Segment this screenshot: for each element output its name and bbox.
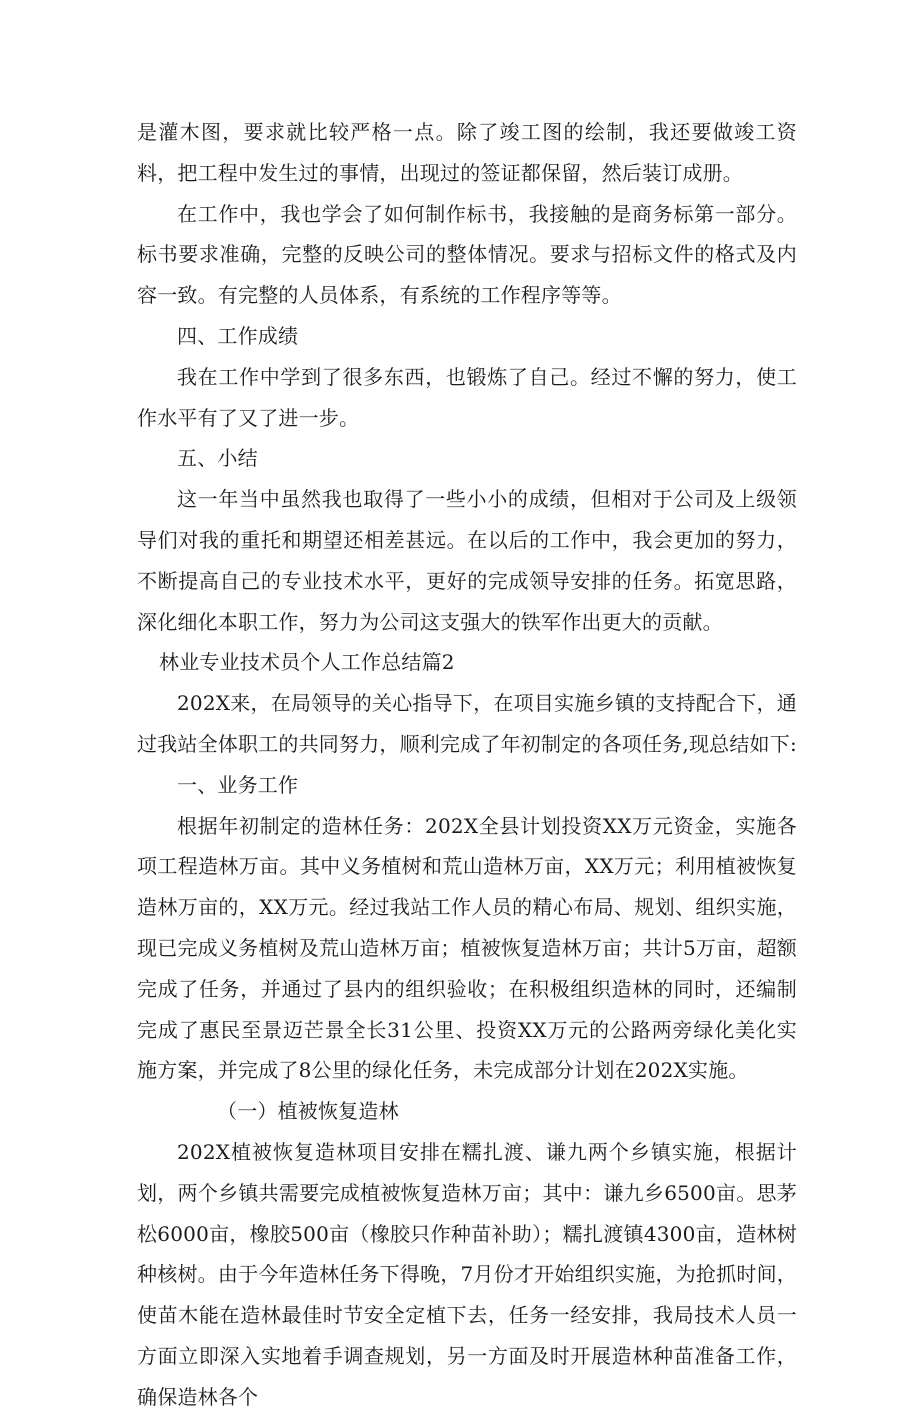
heading-summary: 五、小结 bbox=[177, 446, 258, 471]
paragraph-vegetation-restoration: 202X植被恢复造林项目安排在糯扎渡、谦九两个乡镇实施，根据计划，两个乡镇共需要完成植被恢复造林万亩；其中：谦九乡6500亩。思茅松6000亩，橡胶500亩（橡胶只作种苗补助）；糯扎渡镇4300亩，造林树种核树。由于今年造林任务下得晚，7月份才开始组织实施，为抢抓时间，使苗木能在造林最佳时节安全定植下去，任务一经安排，我局技术人员一方面立即深入实地着手调查规划，另一方面及时开展造林种苗准备工作，确保造林各个 bbox=[137, 1139, 797, 1409]
paragraph-summary: 这一年当中虽然我也取得了一些小小的成绩，但相对于公司及上级领导们对我的重托和期望还相差甚远。在以后的工作中，我会更加的努力，不断提高自己的专业技术水平，更好的完成领导安排的任务。拓宽思路，深化细化本职工作，努力为公司这支强大的铁军作出更大的贡献。 bbox=[137, 487, 797, 634]
paragraph-continuation: 是灌木图，要求就比较严格一点。除了竣工图的绘制，我还要做竣工资料，把工程中发生过的事情，出现过的签证都保留，然后装订成册。 bbox=[137, 120, 797, 185]
paragraph-afforestation-tasks: 根据年初制定的造林任务：202X全县计划投资XX万元资金，实施各项工程造林万亩。其中义务植树和荒山造林万亩，XX万元；利用植被恢复造林万亩的，XX万元。经过我站工作人员的精心布局、规划、组织实施，现已完成义务植树及荒山造林万亩；植被恢复造林万亩；共计5万亩，超额完成了任务，并通过了县内的组织验收；在积极组织造林的同时，还编制完成了惠民至景迈芒景全长31公里、投资XX万元的公路两旁绿化美化实施方案，并完成了8公里的绿化任务，未完成部分计划在202X实施。 bbox=[137, 813, 797, 1083]
subheading-vegetation-restoration: （一）植被恢复造林 bbox=[217, 1099, 399, 1124]
document-body bbox=[137, 112, 797, 1418]
heading-business-work: 一、业务工作 bbox=[177, 772, 299, 797]
heading-work-results: 四、工作成绩 bbox=[177, 323, 299, 348]
paragraph-intro: 202X来，在局领导的关心指导下，在项目实施乡镇的支持配合下，通过我站全体职工的共同努力，顺利完成了年初制定的各项任务,现总结如下: bbox=[137, 691, 797, 756]
paragraph-bid-document: 在工作中，我也学会了如何制作标书，我接触的是商务标第一部分。标书要求准确，完整的反映公司的整体情况。要求与招标文件的格式及内容一致。有完整的人员体系，有系统的工作程序等等。 bbox=[137, 201, 797, 308]
paragraph-work-results: 我在工作中学到了很多东西，也锻炼了自己。经过不懈的努力，使工作水平有了又了进一步。 bbox=[137, 364, 797, 430]
section-title: 林业专业技术员个人工作总结篇2 bbox=[159, 650, 455, 675]
